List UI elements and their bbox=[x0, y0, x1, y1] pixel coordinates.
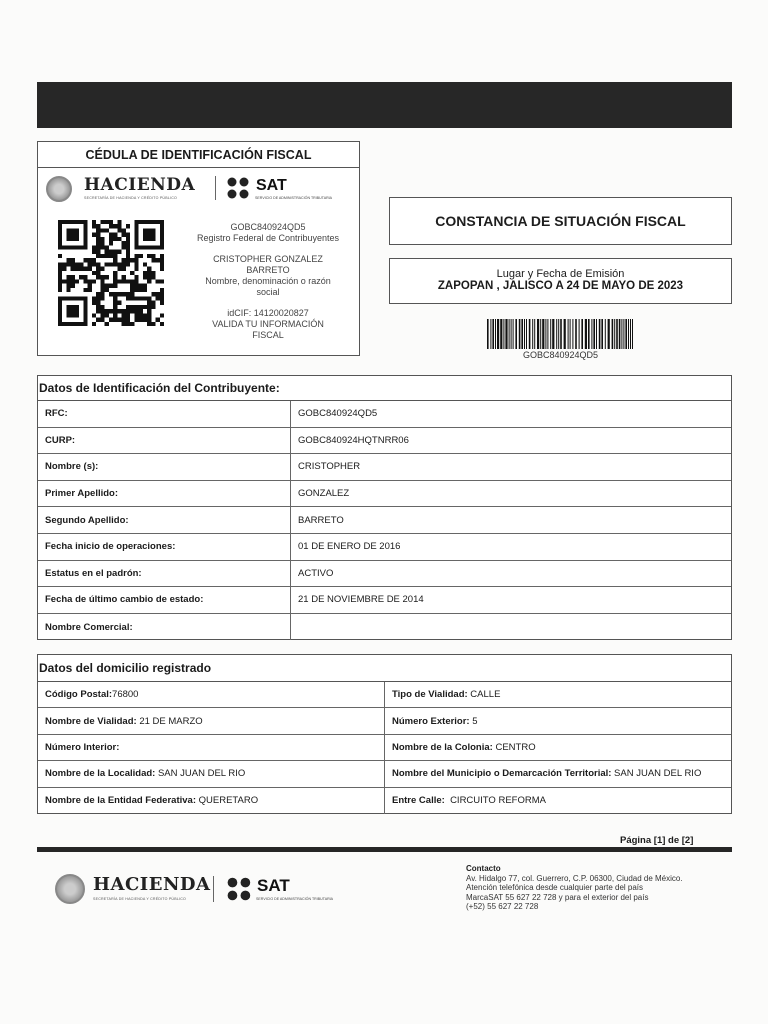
domicilio-cell bbox=[385, 735, 731, 760]
identificacion-title: Datos de Identificación del Contribuyente: bbox=[38, 376, 731, 401]
ident-value: 21 DE NOVIEMBRE DE 2014 bbox=[298, 594, 424, 606]
domicilio-row bbox=[38, 708, 731, 734]
domicilio-label: Tipo de Vialidad: bbox=[392, 689, 468, 701]
cedula-info bbox=[188, 222, 348, 341]
contact-title: Contacto bbox=[466, 864, 501, 873]
cedula-valida-1: VALIDA TU INFORMACIÓN bbox=[212, 319, 324, 329]
contact-line: Av. Hidalgo 77, col. Guerrero, C.P. 06300, Ciudad de México. bbox=[466, 873, 683, 883]
domicilio-label: Código Postal: bbox=[45, 689, 113, 701]
hacienda-logo: HACIENDA bbox=[84, 175, 196, 195]
ident-value bbox=[291, 614, 731, 641]
sat-subtitle: SERVICIO DE ADMINISTRACIÓN TRIBUTARIA bbox=[255, 196, 333, 200]
ident-value: ACTIVO bbox=[298, 567, 334, 579]
footer-bar bbox=[37, 847, 732, 852]
domicilio-cell bbox=[385, 761, 731, 786]
domicilio-cell bbox=[38, 761, 384, 786]
ident-value: 01 DE ENERO DE 2016 bbox=[298, 541, 401, 553]
cedula-logos bbox=[38, 174, 359, 204]
footer-hacienda-logo: HACIENDA bbox=[93, 874, 211, 895]
ident-row bbox=[38, 481, 731, 508]
ident-value: GONZALEZ bbox=[298, 488, 350, 500]
barcode-icon bbox=[487, 319, 634, 349]
ident-value: BARRETO bbox=[298, 514, 344, 526]
domicilio-cell bbox=[385, 788, 731, 814]
contact-block bbox=[466, 864, 683, 912]
ident-value: CRISTOPHER bbox=[298, 461, 361, 473]
qr-code-icon bbox=[58, 220, 164, 326]
domicilio-cell bbox=[38, 708, 384, 733]
cedula-name-caption-1: Nombre, denominación o razón bbox=[205, 276, 331, 286]
identificacion-section bbox=[37, 375, 732, 640]
cedula-idcif: idCIF: 14120020827 bbox=[227, 308, 309, 318]
cedula-title: CÉDULA DE IDENTIFICACIÓN FISCAL bbox=[38, 142, 359, 168]
ident-row bbox=[38, 507, 731, 534]
emision-label: Lugar y Fecha de Emisión bbox=[496, 268, 625, 280]
domicilio-cell bbox=[385, 708, 731, 733]
domicilio-section bbox=[37, 654, 732, 814]
domicilio-value: QUERETARO bbox=[195, 795, 259, 807]
cedula-rfc: GOBC840924QD5 bbox=[230, 222, 306, 232]
domicilio-value: CENTRO bbox=[492, 741, 536, 753]
seal-icon bbox=[46, 176, 72, 202]
cedula-rfc-caption: Registro Federal de Contribuyentes bbox=[196, 233, 340, 243]
hacienda-subtitle: SECRETARÍA DE HACIENDA Y CRÉDITO PÚBLICO bbox=[84, 196, 178, 200]
domicilio-row bbox=[38, 682, 731, 708]
cell-divider bbox=[384, 735, 385, 760]
ident-row bbox=[38, 454, 731, 481]
barcode-text: GOBC840924QD5 bbox=[522, 350, 599, 360]
domicilio-title: Datos del domicilio registrado bbox=[38, 655, 731, 682]
contact-line: Atención telefónica desde cualquier parte del país bbox=[466, 883, 644, 892]
domicilio-value: 76800 bbox=[112, 689, 139, 701]
footer-logo-separator bbox=[213, 876, 214, 902]
cedula-name-caption-2: social bbox=[256, 287, 280, 297]
footer-sat-subtitle: SERVICIO DE ADMINISTRACIÓN TRIBUTARIA bbox=[256, 897, 334, 901]
header-bar bbox=[37, 82, 732, 128]
footer-seal-icon bbox=[55, 874, 85, 904]
footer-sat-dots-icon bbox=[226, 876, 254, 902]
contact-line: (+52) 55 627 22 728 bbox=[466, 902, 539, 911]
ident-label: CURP: bbox=[45, 434, 76, 446]
footer-logos bbox=[55, 872, 345, 904]
emision-box bbox=[389, 258, 732, 304]
domicilio-cell bbox=[385, 682, 731, 707]
domicilio-row bbox=[38, 788, 731, 814]
cedula-valida-2: FISCAL bbox=[252, 330, 284, 340]
ident-row bbox=[38, 428, 731, 455]
domicilio-label: Nombre de la Entidad Federativa: bbox=[45, 795, 196, 807]
ident-row bbox=[38, 587, 731, 614]
sat-dots-icon bbox=[226, 176, 252, 200]
constancia-box bbox=[389, 197, 732, 245]
domicilio-value: CIRCUITO REFORMA bbox=[444, 795, 546, 807]
domicilio-label: Nombre de la Localidad: bbox=[45, 768, 156, 780]
emision-value: ZAPOPAN , JALISCO A 24 DE MAYO DE 2023 bbox=[437, 280, 684, 292]
cedula-name-2: BARRETO bbox=[246, 265, 290, 275]
footer-hacienda-subtitle: SECRETARÍA DE HACIENDA Y CRÉDITO PÚBLICO bbox=[93, 897, 187, 901]
cell-divider bbox=[384, 761, 385, 786]
ident-label: Estatus en el padrón: bbox=[45, 567, 142, 579]
cell-divider bbox=[384, 708, 385, 733]
sat-logo: SAT bbox=[256, 177, 287, 194]
domicilio-label: Número Interior: bbox=[45, 741, 120, 753]
domicilio-label: Nombre del Municipio o Demarcación Territorial: bbox=[392, 768, 612, 780]
ident-row bbox=[38, 401, 731, 428]
ident-row bbox=[38, 561, 731, 588]
domicilio-value: SAN JUAN DEL RIO bbox=[611, 768, 702, 780]
ident-row bbox=[38, 534, 731, 561]
cell-divider bbox=[384, 788, 385, 814]
cedula-name-1: CRISTOPHER GONZALEZ bbox=[213, 254, 323, 264]
domicilio-cell bbox=[38, 682, 384, 707]
ident-label: Fecha de último cambio de estado: bbox=[45, 594, 204, 606]
domicilio-label: Nombre de la Colonia: bbox=[392, 741, 493, 753]
domicilio-label: Nombre de Vialidad: bbox=[45, 715, 137, 727]
constancia-title: CONSTANCIA DE SITUACIÓN FISCAL bbox=[435, 213, 686, 229]
page-number: Página [1] de [2] bbox=[620, 835, 694, 846]
ident-label: Nombre (s): bbox=[45, 461, 99, 473]
logo-separator bbox=[215, 176, 216, 200]
ident-label: RFC: bbox=[45, 408, 68, 420]
domicilio-cell bbox=[38, 735, 384, 760]
ident-label: Fecha inicio de operaciones: bbox=[45, 541, 176, 553]
ident-label: Nombre Comercial: bbox=[45, 621, 133, 633]
domicilio-label: Número Exterior: bbox=[392, 715, 470, 727]
ident-label: Segundo Apellido: bbox=[45, 514, 129, 526]
contact-line: MarcaSAT 55 627 22 728 y para el exterior del país bbox=[466, 892, 649, 902]
ident-value: GOBC840924QD5 bbox=[298, 408, 378, 420]
ident-label: Primer Apellido: bbox=[45, 488, 119, 500]
cedula-box bbox=[37, 141, 360, 356]
domicilio-value: 21 DE MARZO bbox=[136, 715, 203, 727]
ident-row bbox=[38, 614, 731, 641]
domicilio-row bbox=[38, 761, 731, 787]
domicilio-cell bbox=[38, 788, 384, 814]
domicilio-label: Entre Calle: bbox=[392, 795, 445, 807]
domicilio-row bbox=[38, 735, 731, 761]
domicilio-value: SAN JUAN DEL RIO bbox=[155, 768, 246, 780]
domicilio-value: CALLE bbox=[467, 689, 501, 701]
ident-value: GOBC840924HQTNRR06 bbox=[298, 434, 409, 446]
footer-sat-logo: SAT bbox=[257, 876, 290, 895]
cell-divider bbox=[384, 682, 385, 707]
domicilio-value: 5 bbox=[469, 715, 478, 727]
